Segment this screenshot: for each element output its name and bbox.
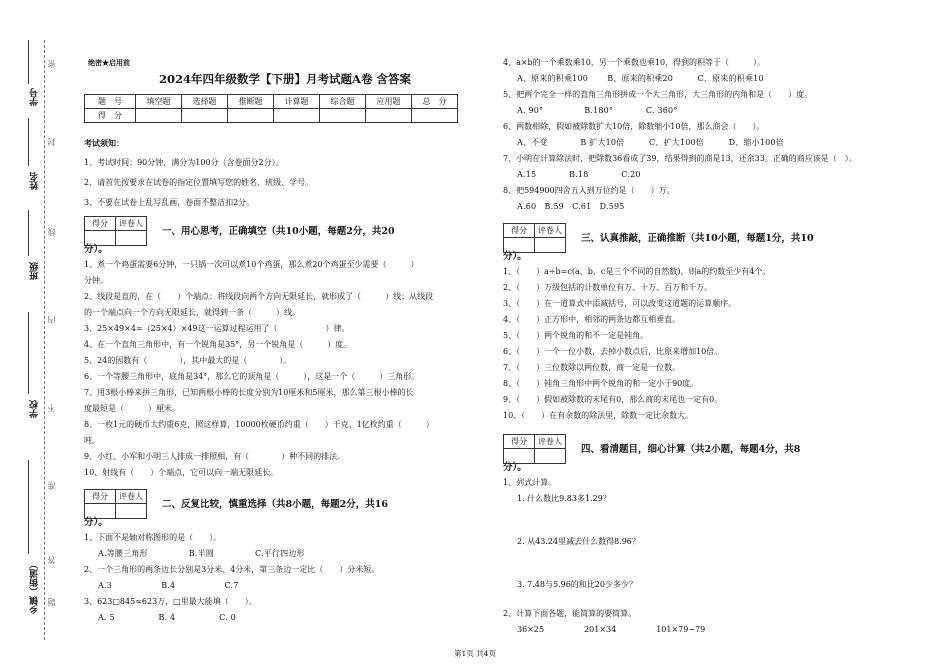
scorer-cell[interactable] [504, 449, 535, 464]
question-line: 6、两数相除，假如被除数扩大10倍，除数缩小10倍，那么商会（ ）。 [503, 122, 765, 131]
question-line: 8、一枚1元的硬币大约重6克，照这样算，10000枚硬币约重（ ）千克，1亿枚约重（ ） [84, 420, 434, 429]
question-line: 4、在一个直角三角形中，有一个锐角是35°，另一个锐角是（ ）度。 [84, 340, 352, 349]
question-line: 8、把594900四舍五入到万位约是（ ）万。 [503, 186, 675, 195]
scorer-box [503, 434, 566, 464]
notes-heading: 考试须知： [84, 138, 124, 148]
seal-char: 不 [47, 404, 56, 412]
score-table [84, 94, 458, 123]
scorer-label: 评卷人 [116, 217, 147, 231]
judgment-item: 8、（ ）钝角三角形中两个锐角的和一定小于90度。 [503, 379, 699, 388]
scorer-cell[interactable] [116, 504, 147, 519]
scorer-cell[interactable] [85, 504, 116, 519]
section-title-tail: 分）。 [503, 462, 527, 473]
score-cell[interactable] [274, 109, 320, 123]
scorer-label: 得分 [85, 490, 116, 504]
student-id-line [28, 40, 29, 84]
answer-options: A. 90° B.180° C. 360° [517, 106, 678, 115]
left-column [84, 56, 486, 627]
section-title-tail: 分）。 [84, 517, 108, 528]
question-line: 9、小红、小军和小明三人排成一排照相，有（ ）种不同的排法。 [84, 452, 346, 461]
class-label: 班级 [30, 262, 40, 280]
name-line [28, 118, 29, 166]
question-line: 1、下面不是轴对称图形的是（ ）。 [84, 533, 222, 542]
score-header-cell: 推断题 [228, 95, 274, 109]
judgment-item: 6、（ ）一个一位小数，去掉小数点后，比原来增加10倍。 [503, 347, 723, 356]
answer-options: A、不变 B 扩大10倍 C、扩大100倍 D、缩小100倍 [517, 138, 784, 147]
judgment-item: 5、（ ）两个锐角的和不一定是钝角。 [503, 331, 649, 340]
answer-options: A. 5 B. 4 C. 0 [98, 613, 236, 622]
question-line: 分钟。 [84, 276, 108, 285]
score-header-cell: 应用题 [366, 95, 412, 109]
score-cell[interactable] [320, 109, 366, 123]
answer-options: A、原来的积乘100 B、原来的积乘20 C、原来的积乘10 [517, 74, 764, 83]
section-title: 一、用心思考，正确填空（共10小题，每题2分，共20 [162, 226, 395, 237]
question-line: 5、把两个完全一样的直角三角形拼成一个大三角形，大三角形的内角和是（ ）度。 [503, 90, 813, 99]
section-title: 二、反复比较，慎重选择（共8小题，每题2分，共16 [162, 499, 388, 510]
score-cell[interactable] [228, 109, 274, 123]
exam-title: 2024年四年级数学【下册】月考试题A卷 含答案 [159, 72, 411, 86]
student-id-label: 学号 [30, 88, 40, 106]
score-header-cell: 题 号 [85, 95, 136, 109]
judgment-item: 2、（ ）万级包括的计数单位有万、十万、百万和千万。 [503, 283, 713, 292]
seal-char: 线 [47, 228, 56, 236]
right-column [503, 56, 903, 639]
question-line: 6、一个等腰三角形中，底角是34°，那么它的顶角是（ ），这是一个（ ）三角形。 [84, 372, 420, 381]
answer-options: A.等腰三角形 B.半圆 C.平行四边形 [98, 549, 305, 558]
scorer-box [84, 216, 147, 246]
judgment-item: 1、（ ）a÷b=c(a、b、c是三个不同的自然数)，则a的约数至少有4个。 [503, 267, 771, 276]
judgment-item: 4、（ ）正方形中，相邻的两条边都互相垂直。 [503, 315, 681, 324]
school-label: 学校 [30, 400, 40, 418]
calc-item: 1. 什么数比9.83多1.29？ [517, 494, 611, 503]
section-1-header [84, 216, 486, 242]
judgment-item: 9、（ ）假如被除数的末尾有0，那么商的末尾也一定有0。 [503, 395, 723, 404]
question-line: 3、25×49×4=（25×4）×49这一运算过程运用了（ ）律。 [84, 324, 350, 333]
question-line: 5、24的因数有（ ），其中最大的是（ ）。 [84, 356, 292, 365]
score-cell[interactable] [182, 109, 228, 123]
judgment-item: 3、（ ）在一道算式中添减括号，可以改变这道题的运算顺序。 [503, 299, 737, 308]
scorer-label: 评卷人 [535, 435, 566, 449]
question-line: 7、用3根小棒来拼三角形，已知两根小棒的长度分别为10厘米和5厘米，那么第三根小棒的长 [84, 388, 414, 397]
section-title: 四、看清题目，细心计算（共2小题，每题4分，共8 [581, 444, 801, 455]
scorer-cell[interactable] [85, 231, 116, 246]
score-header-cell: 选择题 [182, 95, 228, 109]
seal-char: 准 [47, 482, 56, 490]
scorer-label: 得分 [85, 217, 116, 231]
section-2-header [84, 489, 486, 515]
scorer-box [84, 489, 147, 519]
note-item: 2、请首先按要求在试卷的指定位置填写您的姓名、班级、学号。 [84, 178, 314, 187]
scorer-cell[interactable] [535, 449, 566, 464]
scorer-box [503, 223, 566, 253]
seal-char: 答 [47, 556, 56, 564]
note-item: 3、不要在试卷上乱写乱画，卷面不整洁扣2分。 [84, 198, 255, 207]
question-line: 2、一个三角形的两条边长分别是3分米、4分米，第三条边一定比（ ）分米短。 [84, 565, 380, 574]
question-line: 的一个端点向一个方向无限延长，就得到一条（ ）线。 [84, 308, 300, 317]
score-cell[interactable] [136, 109, 182, 123]
question-line: 吨。 [84, 436, 100, 445]
cut-line [44, 40, 45, 640]
question-line: 4、a×b的一个乘数乘10，另一个乘数也乘10，得到的积等于（ ）。 [503, 58, 766, 67]
section-title-tail: 分）。 [503, 251, 527, 262]
answer-options: A.3 B.4 C.7 [98, 581, 239, 590]
answer-options: A.60 B.59 C.61 D.595 [517, 202, 625, 211]
note-item: 1、考试时间：90分钟，满分为100分（含卷面分2分）。 [84, 158, 284, 167]
seal-char: 内 [47, 316, 56, 324]
school-line [28, 312, 29, 394]
judgment-item: 7、（ ）三位数除以两位数，商一定是一位数。 [503, 363, 681, 372]
score-header-cell: 综合题 [320, 95, 366, 109]
question-line: 1、煮一个鸡蛋需要6分钟，一只锅一次可以煮10个鸡蛋，那么煮20个鸡蛋至少需要（ ） [84, 260, 419, 269]
question-line: 度最短是（ ）厘米。 [84, 404, 180, 413]
scorer-label: 得分 [504, 224, 535, 238]
judgment-item: 10、（ ）在有余数的除法里，除数一定比余数大。 [503, 411, 694, 420]
town-line [28, 460, 29, 554]
scorer-cell[interactable] [504, 238, 535, 253]
score-cell[interactable] [366, 109, 412, 123]
calc-expressions: 36×25 201×34 101×79−79 [517, 625, 706, 634]
question-line: 1、列式计算。 [503, 478, 557, 487]
score-header-cell: 计算题 [274, 95, 320, 109]
seal-char: 题 [47, 598, 56, 606]
score-header-cell: 总 分 [412, 95, 458, 109]
section-title-tail: 分）。 [84, 244, 108, 255]
scorer-label: 评卷人 [116, 490, 147, 504]
scorer-label: 得分 [504, 435, 535, 449]
seal-char: 密 [47, 60, 56, 68]
section-3-header [503, 223, 903, 249]
score-row-label: 得 分 [85, 109, 136, 123]
binding-margin [0, 0, 74, 671]
calc-item: 3. 7.48与5.96的和比20少多少？ [517, 580, 637, 589]
town-label: 乡镇（街道） [30, 560, 40, 614]
scorer-cell[interactable] [116, 231, 147, 246]
question-line: 3、623□845≈623万，□里最大能填（ ）。 [84, 597, 257, 606]
seal-char: 封 [47, 138, 56, 146]
scorer-label: 评卷人 [535, 224, 566, 238]
answer-options: A.15 B.18 C.20 [517, 170, 641, 179]
class-line [28, 210, 29, 256]
score-header-cell: 填空题 [136, 95, 182, 109]
question-line: 2、线段是直的，在（ ）个端点；将线段向两个方向无限延长，就形成了（ ）线；从线段 [84, 292, 434, 301]
secret-mark: 绝密★启用前 [88, 58, 130, 67]
scorer-cell[interactable] [535, 238, 566, 253]
section-4-header [503, 434, 903, 460]
name-label: 姓名 [30, 172, 40, 190]
page-footer: 第1页 共4页 [454, 649, 496, 658]
question-line: 7、小明在计算除法时，把除数36看成了39，结果得到的商是13，还余33。正确的商应该是（ ）。 [503, 154, 857, 163]
question-line: 2、计算下面各题，能简算的要简算。 [503, 609, 637, 618]
calc-item: 2. 从43.24里减去什么数得8.96？ [517, 537, 640, 546]
question-line: 10、射线有（ ）个端点，它可以向一端无限延长。 [84, 468, 279, 477]
section-title: 三、认真推敲，正确推断（共10小题，每题1分，共10 [581, 233, 814, 244]
score-cell[interactable] [412, 109, 458, 123]
